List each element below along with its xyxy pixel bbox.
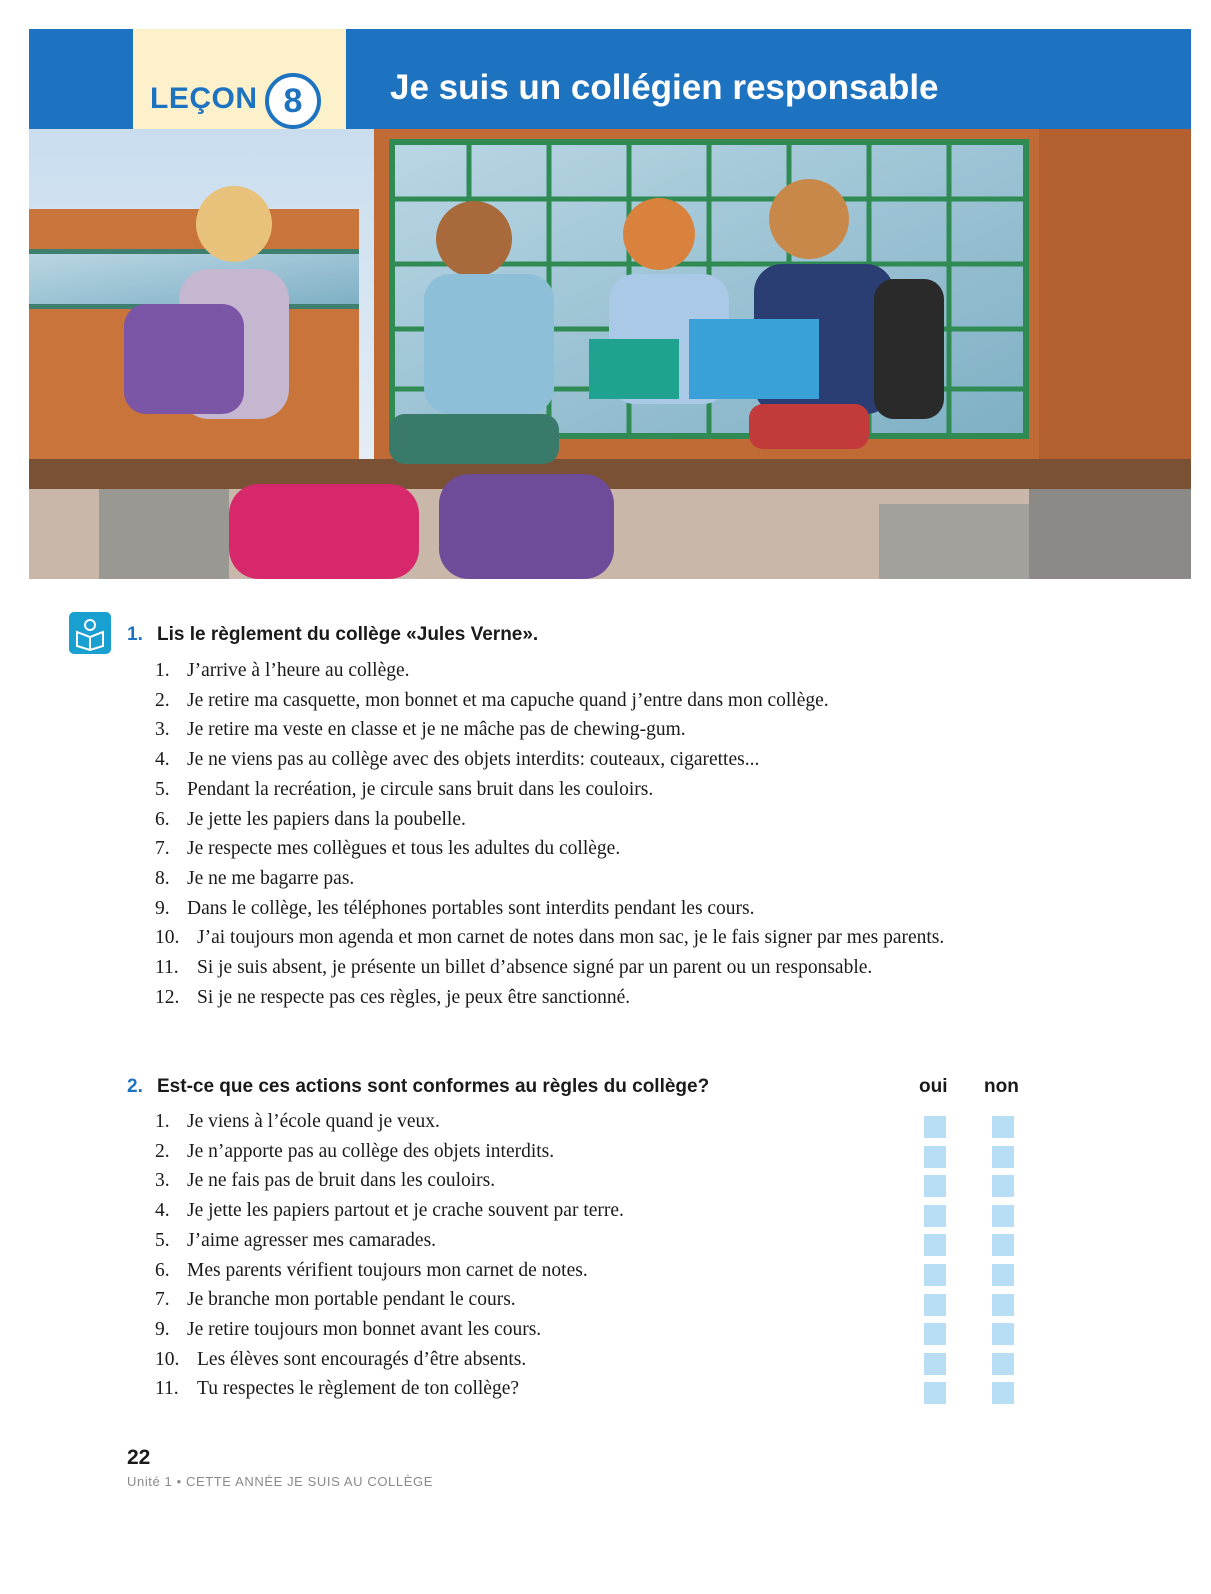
list-item [155,953,1097,983]
list-item [155,656,1097,686]
item-text: Je retire toujours mon bonnet avant les cours. [187,1318,542,1340]
item-text: J’ai toujours mon agenda et mon carnet de notes dans mon sac, je le fais signer par mes parents. [197,927,945,949]
item-number: 11. [155,957,179,979]
item-number: 4. [155,749,170,771]
item-text: Je branche mon portable pendant le cours. [187,1289,516,1311]
item-number: 10. [155,1348,180,1370]
item-text: Si je ne respecte pas ces règles, je peux être sanctionné. [197,986,631,1008]
list-item [155,1107,624,1137]
checkbox-non[interactable] [992,1234,1014,1256]
item-number: 5. [155,1229,170,1251]
item-text: Je jette les papiers dans la poubelle. [187,808,466,830]
lesson-label: LEÇON [150,82,258,115]
item-number: 10. [155,927,180,949]
checkbox-non[interactable] [992,1175,1014,1197]
reading-icon [69,612,111,654]
checkbox-non[interactable] [992,1382,1014,1404]
list-item [155,894,1097,924]
page-number: 22 [127,1446,151,1469]
list-item [155,983,1097,1013]
lesson-number-badge: 8 [265,73,321,129]
item-text: Tu respectes le règlement de ton collège? [197,1378,519,1400]
checkbox-oui[interactable] [924,1264,946,1286]
item-text: Je respecte mes collègues et tous les adultes du collège. [187,838,621,860]
list-item [155,1374,624,1404]
item-number: 6. [155,1259,170,1281]
item-text: Je viens à l’école quand je veux. [187,1111,440,1132]
item-text: Je ne me bagarre pas. [187,867,355,889]
exercise1-number: 1. [127,624,143,645]
page-title: Je suis un collégien responsable [390,68,939,107]
list-item [155,686,1097,716]
item-number: 8. [155,867,170,889]
list-item [155,1166,624,1196]
list-item [155,864,1097,894]
checkbox-non[interactable] [992,1205,1014,1227]
item-number: 7. [155,838,170,860]
item-text: Je retire ma veste en classe et je ne mâche pas de chewing-gum. [187,719,686,741]
item-number: 1. [155,1111,170,1132]
checkbox-non[interactable] [992,1323,1014,1345]
checkbox-oui[interactable] [924,1353,946,1375]
item-text: Dans le collège, les téléphones portables sont interdits pendant les cours. [187,897,755,919]
item-number: 1. [155,660,170,681]
item-text: Je ne fais pas de bruit dans les couloirs. [187,1170,496,1192]
list-item [155,1196,624,1226]
item-text: Les élèves sont encouragés d’être absents. [197,1348,527,1370]
list-item [155,1137,624,1167]
list-item [155,1226,624,1256]
item-text: Je n’apporte pas au collège des objets interdits. [187,1140,555,1162]
list-item [155,834,1097,864]
item-number: 11. [155,1378,179,1400]
checkbox-non[interactable] [992,1294,1014,1316]
rules-list [155,656,1097,1012]
exercise2-title: Est-ce que ces actions sont conformes au règles du collège? [157,1076,710,1097]
list-item [155,745,1097,775]
item-number: 9. [155,897,170,919]
column-oui: oui [919,1076,948,1097]
item-number: 3. [155,1170,170,1192]
item-text: Mes parents vérifient toujours mon carnet de notes. [187,1259,588,1281]
item-text: J’aime agresser mes camarades. [187,1229,437,1251]
checkbox-oui[interactable] [924,1323,946,1345]
checkbox-oui[interactable] [924,1382,946,1404]
item-text: Pendant la recréation, je circule sans bruit dans les couloirs. [187,778,654,800]
list-item [155,1256,624,1286]
item-number: 5. [155,778,170,800]
item-number: 12. [155,986,180,1008]
checkbox-oui[interactable] [924,1234,946,1256]
students-photo [29,129,1191,579]
checkbox-non[interactable] [992,1353,1014,1375]
exercise2-number: 2. [127,1076,143,1097]
item-number: 2. [155,689,170,711]
list-item [155,1345,624,1375]
item-number: 9. [155,1318,170,1340]
item-text: Je jette les papiers partout et je crache souvent par terre. [187,1200,624,1222]
list-item [155,805,1097,835]
item-number: 7. [155,1289,170,1311]
item-text: Je retire ma casquette, mon bonnet et ma capuche quand j’entre dans mon collège. [187,689,829,711]
checkbox-oui[interactable] [924,1146,946,1168]
list-item [155,923,1097,953]
item-text: J’arrive à l’heure au collège. [187,660,410,681]
checkbox-non[interactable] [992,1146,1014,1168]
item-number: 3. [155,719,170,741]
actions-list [155,1107,624,1404]
checkbox-non[interactable] [992,1116,1014,1138]
item-number: 6. [155,808,170,830]
checkbox-oui[interactable] [924,1294,946,1316]
unit-footer: Unité 1 • CETTE ANNÉE JE SUIS AU COLLÈGE [127,1474,433,1489]
column-non: non [984,1076,1019,1097]
list-item [155,775,1097,805]
list-item [155,715,1097,745]
item-text: Je ne viens pas au collège avec des objets interdits: couteaux, cigarettes... [187,749,760,771]
checkbox-non[interactable] [992,1264,1014,1286]
item-text: Si je suis absent, je présente un billet d’absence signé par un parent ou un responsable. [197,957,873,979]
list-item [155,1285,624,1315]
item-number: 2. [155,1140,170,1162]
exercise1-title: Lis le règlement du collège «Jules Verne». [157,624,539,645]
checkbox-oui[interactable] [924,1175,946,1197]
checkbox-oui[interactable] [924,1116,946,1138]
checkbox-oui[interactable] [924,1205,946,1227]
list-item [155,1315,624,1345]
item-number: 4. [155,1200,170,1222]
